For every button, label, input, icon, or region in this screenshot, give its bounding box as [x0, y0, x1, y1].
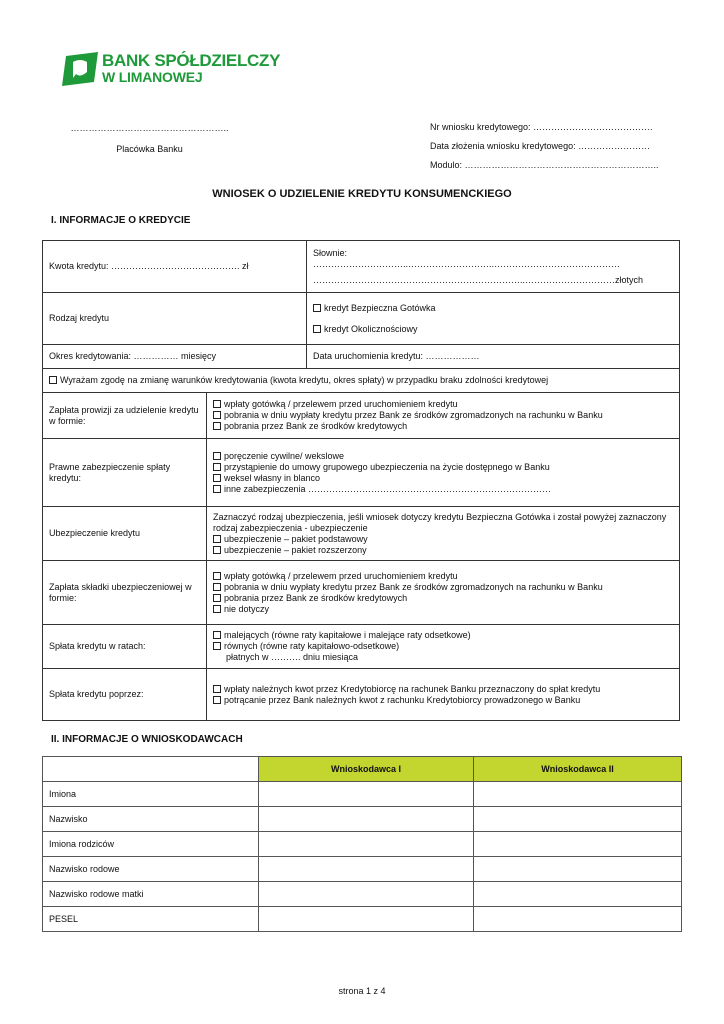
applicant2-cell[interactable]: [474, 907, 682, 932]
security-option: przystąpienie do umowy grupowego ubezpieczenia na życie dostępnego w Banku: [224, 461, 550, 472]
checkbox-icon[interactable]: [213, 422, 221, 430]
period-field[interactable]: Okres kredytowania: …………… miesięcy: [43, 345, 307, 369]
row-label: PESEL: [43, 907, 259, 932]
security-option: poręczenie cywilne/ wekslowe: [224, 450, 345, 461]
section2-title: II. INFORMACJE O WNIOSKODAWCACH: [51, 734, 243, 745]
amount-words-cell[interactable]: [307, 241, 680, 293]
checkbox-icon[interactable]: [213, 535, 221, 543]
consent-text: Wyrażam zgodę na zmianę warunków kredytowania (kwota kredytu, okres spłaty) w przypadku braku zdolności kredytowej: [60, 375, 549, 385]
bank-logo-icon: [62, 52, 98, 86]
branch-label: Placówka Banku: [116, 144, 183, 154]
checkbox-icon[interactable]: [213, 572, 221, 580]
table-row: [43, 807, 682, 832]
checkbox-icon[interactable]: [213, 400, 221, 408]
row-label: Nazwisko rodowe matki: [43, 882, 259, 907]
premium-label: Zapłata składki ubezpieczeniowej w formie:: [43, 561, 207, 625]
logo-line1: BANK SPÓŁDZIELCZY: [102, 51, 281, 70]
type-option-occasional: kredyt Okolicznościowy: [324, 323, 418, 334]
branch-block: [62, 118, 237, 160]
commission-option: pobrania w dniu wypłaty kredytu przez Bank ze środków zgromadzonych na rachunku w Banku: [224, 410, 603, 420]
checkbox-icon[interactable]: [213, 452, 221, 460]
row-label: Imiona: [43, 782, 259, 807]
request-info: [430, 118, 659, 175]
premium-options: [207, 561, 680, 625]
installments-options: [207, 625, 680, 669]
premium-option: pobrania przez Bank ze środków kredytowych: [224, 592, 408, 603]
repay-option: potrącanie przez Bank należnych kwot z rachunku Kredytobiorcy prowadzonego w Banku: [224, 694, 581, 705]
type-options: [307, 293, 680, 345]
applicant1-cell[interactable]: [259, 882, 474, 907]
applicant2-cell[interactable]: [474, 807, 682, 832]
commission-option: pobrania przez Bank ze środków kredytowych: [224, 421, 408, 431]
applicant2-cell[interactable]: [474, 882, 682, 907]
insurance-option: ubezpieczenie – pakiet rozszerzony: [224, 544, 367, 555]
insurance-option: ubezpieczenie – pakiet podstawowy: [224, 533, 368, 544]
insurance-label: Ubezpieczenie kredytu: [43, 507, 207, 561]
applicant1-cell[interactable]: [259, 857, 474, 882]
applicant1-cell[interactable]: [259, 907, 474, 932]
words-line2[interactable]: ……………………………………………………………..…………………………złotych: [313, 274, 644, 285]
type-option-bg: kredyt Bezpieczna Gotówka: [324, 302, 436, 313]
checkbox-icon[interactable]: [213, 546, 221, 554]
checkbox-icon[interactable]: [213, 474, 221, 482]
security-option: weksel własny in blanco: [224, 472, 321, 483]
words-label: Słownie:: [313, 247, 348, 258]
amount-cell[interactable]: [43, 241, 307, 293]
security-label: Prawne zabezpieczenie spłaty kredytu:: [43, 439, 207, 507]
table-row: [43, 907, 682, 932]
insurance-options: [207, 507, 680, 561]
bank-logo-text: [102, 53, 280, 85]
security-option: inne zabezpieczenia ………………………………………………………………………: [224, 483, 552, 494]
row-label: Nazwisko: [43, 807, 259, 832]
applicant2-cell[interactable]: [474, 857, 682, 882]
applicants-header-empty: [43, 757, 259, 782]
installments-option: malejących (równe raty kapitałowe i malejące raty odsetkowe): [224, 630, 471, 640]
checkbox-icon[interactable]: [213, 685, 221, 693]
type-label: Rodzaj kredytu: [43, 293, 307, 345]
applicant2-header: Wnioskodawca II: [474, 757, 682, 782]
form-title: WNIOSEK O UDZIELENIE KREDYTU KONSUMENCKIEGO: [212, 188, 512, 200]
request-number-field[interactable]: Nr wniosku kredytowego: ………………………………….: [430, 122, 653, 132]
checkbox-icon[interactable]: [213, 463, 221, 471]
repay-label: Spłata kredytu poprzez:: [43, 669, 207, 721]
branch-dots: ……………………………………………..: [70, 123, 229, 133]
repay-options: [207, 669, 680, 721]
applicant2-cell[interactable]: [474, 832, 682, 857]
page-number: strona 1 z 4: [338, 986, 386, 996]
bank-logo: [62, 52, 280, 86]
request-date-field[interactable]: Data złożenia wniosku kredytowego: ……………………: [430, 141, 651, 151]
applicant1-header: Wnioskodawca I: [259, 757, 474, 782]
applicant1-cell[interactable]: [259, 832, 474, 857]
commission-options: [207, 393, 680, 439]
checkbox-icon[interactable]: [213, 696, 221, 704]
table-row: [43, 782, 682, 807]
checkbox-icon[interactable]: [213, 642, 221, 650]
security-options: [207, 439, 680, 507]
start-date-field[interactable]: Data uruchomienia kredytu: ………………: [307, 345, 680, 369]
insurance-note: Zaznaczyć rodzaj ubezpieczenia, jeśli wniosek dotyczy kredytu Bezpieczna Gotówka i został powyżej zaznaczony rodzaj zabezpieczenia - ubezpieczenie: [213, 511, 667, 533]
commission-label: Zapłata prowizji za udzielenie kredytu w formie:: [43, 393, 207, 439]
applicants-table: [42, 756, 682, 932]
applicant2-cell[interactable]: [474, 782, 682, 807]
premium-option: pobrania w dniu wypłaty kredytu przez Bank ze środków zgromadzonych na rachunku w Banku: [224, 581, 603, 592]
credit-info-table: [42, 240, 680, 721]
module-field[interactable]: Modulo: ………………………………………………………..: [430, 160, 659, 170]
checkbox-icon[interactable]: [213, 605, 221, 613]
premium-option: wpłaty gotówką / przelewem przed uruchomieniem kredytu: [224, 570, 458, 581]
table-row: [43, 857, 682, 882]
installments-label: Spłata kredytu w ratach:: [43, 625, 207, 669]
checkbox-icon[interactable]: [213, 583, 221, 591]
repay-option: wpłaty należnych kwot przez Kredytobiorcę na rachunek Banku przeznaczony do spłat kredytu: [224, 683, 601, 694]
table-row: [43, 832, 682, 857]
checkbox-icon[interactable]: [313, 325, 321, 333]
checkbox-icon[interactable]: [313, 304, 321, 312]
applicant1-cell[interactable]: [259, 782, 474, 807]
checkbox-icon[interactable]: [213, 411, 221, 419]
table-row: [43, 882, 682, 907]
checkbox-icon[interactable]: [213, 631, 221, 639]
checkbox-icon[interactable]: [49, 376, 57, 384]
checkbox-icon[interactable]: [213, 594, 221, 602]
words-line1[interactable]: …………………………..………………………..……………………………………: [313, 258, 621, 269]
amount-field[interactable]: Kwota kredytu: ……………………………………. zł: [49, 261, 249, 271]
installments-option: równych (równe raty kapitałowo-odsetkowe): [224, 641, 400, 651]
checkbox-icon[interactable]: [213, 485, 221, 493]
row-label: Imiona rodziców: [43, 832, 259, 857]
section1-title: I. INFORMACJE O KREDYCIE: [51, 215, 191, 226]
logo-line2: W LIMANOWEJ: [102, 69, 203, 85]
row-label: Nazwisko rodowe: [43, 857, 259, 882]
installments-day-field[interactable]: płatnych w ………. dniu miesiąca: [226, 652, 359, 662]
premium-option: nie dotyczy: [224, 603, 270, 614]
consent-row: [43, 369, 680, 393]
applicant1-cell[interactable]: [259, 807, 474, 832]
commission-option: wpłaty gotówką / przelewem przed uruchomieniem kredytu: [224, 399, 458, 409]
